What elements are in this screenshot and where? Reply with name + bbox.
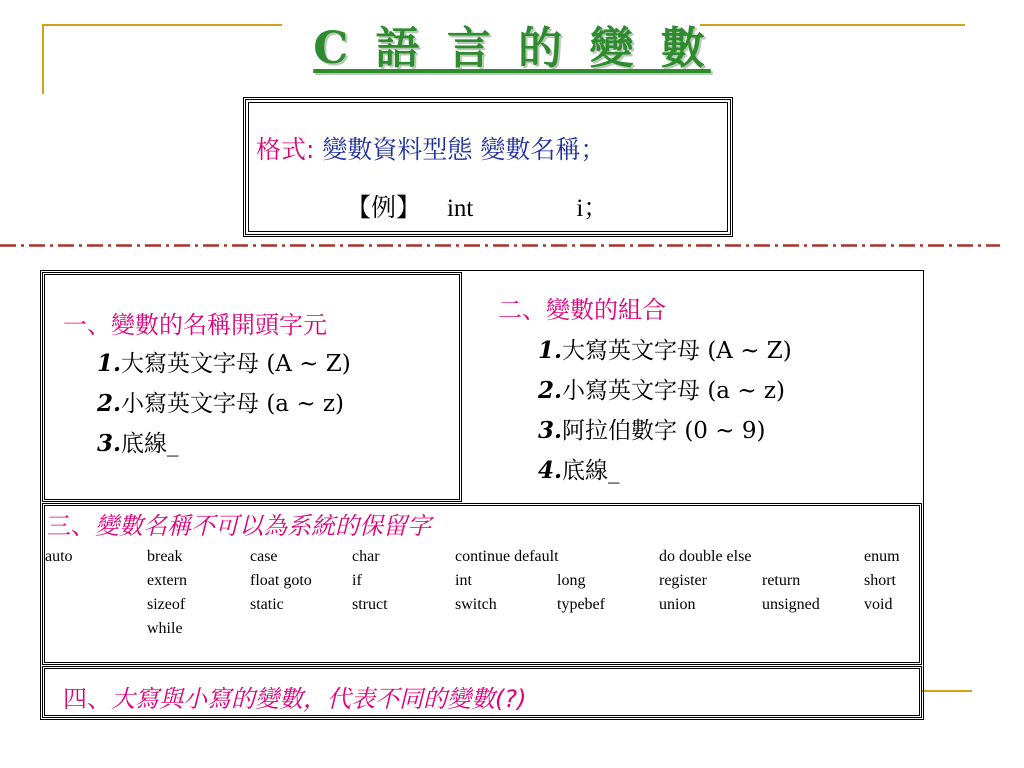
keyword: unsigned [762,596,820,613]
example-label: 【例】 [346,193,422,222]
keyword: continue default [455,548,559,565]
keyword: float goto [250,572,312,589]
item-number: 4. [538,457,563,484]
section4-heading [63,679,526,714]
item-text: 大寫英文字母 (A ~ Z) [562,338,792,364]
gold-rule-bottom-right [922,690,972,692]
list-item [97,385,344,418]
section2-heading: 二、變數的組合 [498,296,666,324]
format-text: 變數資料型態 變數名稱； [314,135,606,164]
keyword: sizeof [147,596,186,613]
keyword: auto [45,548,73,565]
keyword: enum [864,548,900,565]
list-item [538,412,765,445]
dash-dot-separator [0,244,1000,247]
keyword: if [352,572,362,589]
list-item [538,372,785,405]
section-name-composition [462,272,922,502]
format-box [243,97,733,237]
example-type: int [446,195,474,222]
section1-heading: 一、變數的名稱開頭字元 [63,311,327,339]
section-name-start-chars [42,272,462,502]
keyword: short [864,572,896,589]
item-number: 2. [97,390,122,417]
item-text: 底線_ [562,458,620,484]
keyword: char [352,548,380,565]
section4-prefix: 四、 [63,685,111,713]
list-item [538,332,792,365]
keyword: union [659,596,696,613]
example-line [346,188,608,224]
item-number: 3. [97,430,122,457]
format-label: 格式: [256,135,315,164]
keyword: int [455,572,472,589]
page-title: C 語 言 的 變 數 [313,23,711,74]
keyword: static [250,596,284,613]
keyword: extern [147,572,187,589]
item-text: 小寫英文字母 (a ~ z) [121,391,344,417]
keyword: break [147,548,183,565]
section4-title: 大寫與小寫的變數，代表不同的變數(?) [111,685,527,713]
keyword: long [557,572,586,589]
section-reserved-words [42,503,922,665]
keyword: return [762,572,801,589]
item-text: 阿拉伯數字 (0 ~ 9) [562,418,766,444]
item-number: 1. [538,337,563,364]
item-text: 底線_ [121,431,179,457]
keyword: case [250,548,278,565]
keyword: register [659,572,707,589]
keyword: typebef [557,596,605,613]
section3-heading [47,506,431,541]
keyword: void [864,596,893,613]
section3-prefix: 三、 [47,512,95,540]
list-item [97,425,179,458]
item-number: 3. [538,417,563,444]
list-item [538,452,620,485]
item-number: 2. [538,377,563,404]
example-var: i； [576,195,609,222]
keyword: do double else [659,548,752,565]
keyword: switch [455,596,497,613]
section3-title: 變數名稱不可以為系統的保留字 [95,512,431,540]
item-text: 大寫英文字母 (A ~ Z) [121,351,351,377]
section-case-sensitivity [42,666,922,718]
keyword: struct [352,596,388,613]
list-item [97,345,351,378]
item-text: 小寫英文字母 (a ~ z) [562,378,785,404]
item-number: 1. [97,350,122,377]
format-line [256,130,605,166]
keyword: while [147,620,183,637]
